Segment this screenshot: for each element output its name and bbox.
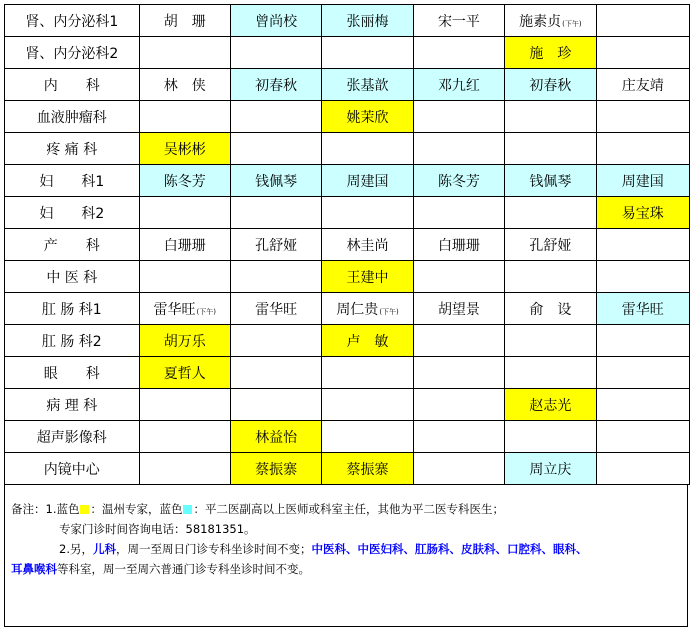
doctor-cell <box>322 453 413 485</box>
doctor-cell <box>413 5 504 37</box>
doctor-cell <box>505 101 596 133</box>
doctor-cell <box>139 101 230 133</box>
doctor-cell <box>322 357 413 389</box>
doctor-cell <box>230 37 321 69</box>
doctor-cell <box>230 325 321 357</box>
remarks-other: 2.另， <box>59 542 93 556</box>
doctor-cell <box>139 261 230 293</box>
doctor-cell <box>322 69 413 101</box>
doctor-cell <box>139 165 230 197</box>
doctor-cell <box>596 453 689 485</box>
schedule-table <box>4 4 690 485</box>
doctor-cell <box>413 293 504 325</box>
remarks-box <box>4 485 688 627</box>
schedule-row <box>5 229 690 261</box>
doctor-cell <box>230 5 321 37</box>
doctor-name: 张基歆 <box>346 77 389 94</box>
doctor-name: 白珊珊 <box>163 237 206 254</box>
department-name: 肛 肠 科1 <box>5 293 140 325</box>
doctor-name: 周建国 <box>346 173 389 190</box>
department-name: 产 科 <box>5 229 140 261</box>
schedule-row <box>5 261 690 293</box>
doctor-cell <box>413 133 504 165</box>
doctor-cell <box>139 421 230 453</box>
doctor-name: 胡万乐 <box>163 333 206 350</box>
doctor-name: 钱佩琴 <box>529 173 572 190</box>
doctor-name: 白珊珊 <box>437 237 480 254</box>
schedule-row <box>5 389 690 421</box>
department-name: 血液肿瘤科 <box>5 101 140 133</box>
doctor-cell <box>505 5 596 37</box>
doctor-name: 曾尚校 <box>255 13 298 30</box>
schedule-row <box>5 357 690 389</box>
doctor-cell <box>505 325 596 357</box>
doctor-cell <box>322 421 413 453</box>
doctor-cell <box>596 133 689 165</box>
blue-swatch <box>183 505 192 514</box>
doctor-name: 张丽梅 <box>346 13 389 30</box>
doctor-cell <box>139 229 230 261</box>
doctor-cell <box>596 325 689 357</box>
doctor-name: 初春秋 <box>255 77 298 94</box>
doctor-name: 易宝珠 <box>621 205 664 222</box>
doctor-cell <box>505 421 596 453</box>
doctor-cell <box>505 197 596 229</box>
department-name: 妇 科1 <box>5 165 140 197</box>
doctor-cell <box>596 229 689 261</box>
doctor-cell <box>322 229 413 261</box>
doctor-name: 雷华旺 <box>255 301 298 318</box>
doctor-cell <box>505 389 596 421</box>
doctor-cell <box>596 37 689 69</box>
remarks-senior-text: ：平二医副高以上医师或科室主任，其他为平二医专科医生； <box>193 502 504 516</box>
department-name: 疼 痛 科 <box>5 133 140 165</box>
doctor-name: 宋一平 <box>437 13 480 30</box>
doctor-cell <box>139 133 230 165</box>
doctor-cell <box>505 261 596 293</box>
doctor-cell <box>139 453 230 485</box>
doctor-name: 周建国 <box>621 173 664 190</box>
department-name: 眼 科 <box>5 357 140 389</box>
doctor-name: 初春秋 <box>529 77 572 94</box>
doctor-name: 胡望景 <box>437 301 480 318</box>
doctor-cell <box>230 165 321 197</box>
afternoon-tag: (下午) <box>379 307 399 316</box>
doctor-name: 钱佩琴 <box>255 173 298 190</box>
doctor-cell <box>230 197 321 229</box>
doctor-name: 蔡振寨 <box>255 461 298 478</box>
yellow-swatch <box>80 505 89 514</box>
doctor-cell <box>230 101 321 133</box>
doctor-cell <box>596 421 689 453</box>
doctor-name: 赵志光 <box>529 397 572 414</box>
doctor-cell <box>505 357 596 389</box>
doctor-cell <box>230 293 321 325</box>
doctor-name: 姚茉欣 <box>346 109 389 126</box>
doctor-cell <box>139 5 230 37</box>
doctor-cell <box>230 421 321 453</box>
afternoon-tag: (下午) <box>562 19 582 28</box>
doctor-name: 夏哲人 <box>163 365 206 382</box>
doctor-name: 蔡振寨 <box>346 461 389 478</box>
schedule-row <box>5 325 690 357</box>
doctor-name: 周仁贵 <box>336 301 379 318</box>
doctor-cell <box>413 357 504 389</box>
department-name: 内 科 <box>5 69 140 101</box>
doctor-cell <box>413 197 504 229</box>
doctor-cell <box>596 101 689 133</box>
schedule-row <box>5 69 690 101</box>
schedule-row <box>5 37 690 69</box>
doctor-cell <box>230 357 321 389</box>
remarks-ent: 耳鼻喉科 <box>11 562 57 576</box>
doctor-name: 孔舒娅 <box>255 237 298 254</box>
doctor-name: 庄友靖 <box>621 77 664 94</box>
doctor-name: 王建中 <box>346 269 389 286</box>
doctor-cell <box>596 357 689 389</box>
doctor-cell <box>505 453 596 485</box>
doctor-cell <box>139 37 230 69</box>
doctor-cell <box>413 421 504 453</box>
doctor-cell <box>322 101 413 133</box>
doctor-name: 陈冬芳 <box>437 173 480 190</box>
remarks-line-2 <box>11 519 687 539</box>
schedule-row <box>5 453 690 485</box>
remarks-line-1 <box>11 499 687 519</box>
doctor-cell <box>413 453 504 485</box>
doctor-cell <box>322 133 413 165</box>
doctor-cell <box>139 197 230 229</box>
doctor-cell <box>322 293 413 325</box>
doctor-cell <box>413 229 504 261</box>
doctor-cell <box>322 261 413 293</box>
doctor-name: 周立庆 <box>529 461 572 478</box>
doctor-cell <box>596 389 689 421</box>
remarks-pediatrics: 儿科 <box>92 542 116 556</box>
doctor-cell <box>596 261 689 293</box>
doctor-cell <box>413 101 504 133</box>
remarks-phone: 专家门诊时间咨询电话：58181351。 <box>59 522 256 536</box>
remarks-pediatrics-note: ，周一至周日门诊专科坐诊时间不变； <box>115 542 312 556</box>
doctor-cell <box>322 197 413 229</box>
schedule-row <box>5 133 690 165</box>
doctor-cell <box>505 69 596 101</box>
afternoon-tag: (下午) <box>196 307 216 316</box>
doctor-name: 雷华旺 <box>153 301 196 318</box>
doctor-cell <box>413 389 504 421</box>
doctor-name: 胡 珊 <box>163 13 206 30</box>
doctor-name: 俞 设 <box>529 301 572 318</box>
doctor-cell <box>413 165 504 197</box>
doctor-name: 吴彬彬 <box>163 141 206 158</box>
doctor-cell <box>596 165 689 197</box>
remarks-line-4 <box>11 559 687 579</box>
department-name: 病 理 科 <box>5 389 140 421</box>
doctor-cell <box>322 325 413 357</box>
doctor-name: 林益怡 <box>255 429 298 446</box>
remarks-line-3 <box>11 539 687 559</box>
doctor-name: 施 珍 <box>529 45 572 62</box>
remarks-general-note: 等科室，周一至周六普通门诊专科坐诊时间不变。 <box>57 562 310 576</box>
doctor-name: 施素贞 <box>519 13 562 30</box>
doctor-name: 雷华旺 <box>621 301 664 318</box>
doctor-cell <box>230 229 321 261</box>
doctor-cell <box>139 293 230 325</box>
doctor-cell <box>322 5 413 37</box>
schedule-row <box>5 165 690 197</box>
department-name: 妇 科2 <box>5 197 140 229</box>
doctor-cell <box>596 69 689 101</box>
doctor-cell <box>322 389 413 421</box>
doctor-cell <box>596 293 689 325</box>
doctor-cell <box>139 69 230 101</box>
doctor-cell <box>322 165 413 197</box>
department-name: 肛 肠 科2 <box>5 325 140 357</box>
doctor-name: 林圭尚 <box>346 237 389 254</box>
doctor-name: 卢 敏 <box>346 333 389 350</box>
doctor-cell <box>230 69 321 101</box>
doctor-cell <box>413 37 504 69</box>
remarks-expert-text: ：温州专家，蓝色 <box>90 502 183 516</box>
doctor-cell <box>230 261 321 293</box>
doctor-name: 邓九红 <box>437 77 480 94</box>
doctor-cell <box>139 389 230 421</box>
doctor-cell <box>505 293 596 325</box>
remarks-prefix: 备注：1.蓝色 <box>11 502 80 516</box>
schedule-body <box>5 5 690 485</box>
doctor-cell <box>505 229 596 261</box>
department-name: 肾、内分泌科1 <box>5 5 140 37</box>
schedule-row <box>5 293 690 325</box>
doctor-cell <box>413 69 504 101</box>
doctor-cell <box>230 133 321 165</box>
doctor-name: 陈冬芳 <box>163 173 206 190</box>
doctor-cell <box>230 389 321 421</box>
schedule-row <box>5 101 690 133</box>
doctor-name: 林 侠 <box>163 77 206 94</box>
doctor-name: 孔舒娅 <box>529 237 572 254</box>
schedule-row <box>5 5 690 37</box>
doctor-cell <box>505 133 596 165</box>
doctor-cell <box>413 261 504 293</box>
doctor-cell <box>139 357 230 389</box>
doctor-cell <box>505 37 596 69</box>
doctor-cell <box>596 197 689 229</box>
doctor-cell <box>596 5 689 37</box>
doctor-cell <box>230 453 321 485</box>
remarks-departments: 中医科、中医妇科、肛肠科、皮肤科、口腔科、眼科、 <box>311 542 588 556</box>
department-name: 超声影像科 <box>5 421 140 453</box>
doctor-cell <box>322 37 413 69</box>
doctor-cell <box>505 165 596 197</box>
schedule-row <box>5 197 690 229</box>
doctor-cell <box>139 325 230 357</box>
department-name: 中 医 科 <box>5 261 140 293</box>
department-name: 肾、内分泌科2 <box>5 37 140 69</box>
department-name: 内镜中心 <box>5 453 140 485</box>
schedule-row <box>5 421 690 453</box>
doctor-cell <box>413 325 504 357</box>
